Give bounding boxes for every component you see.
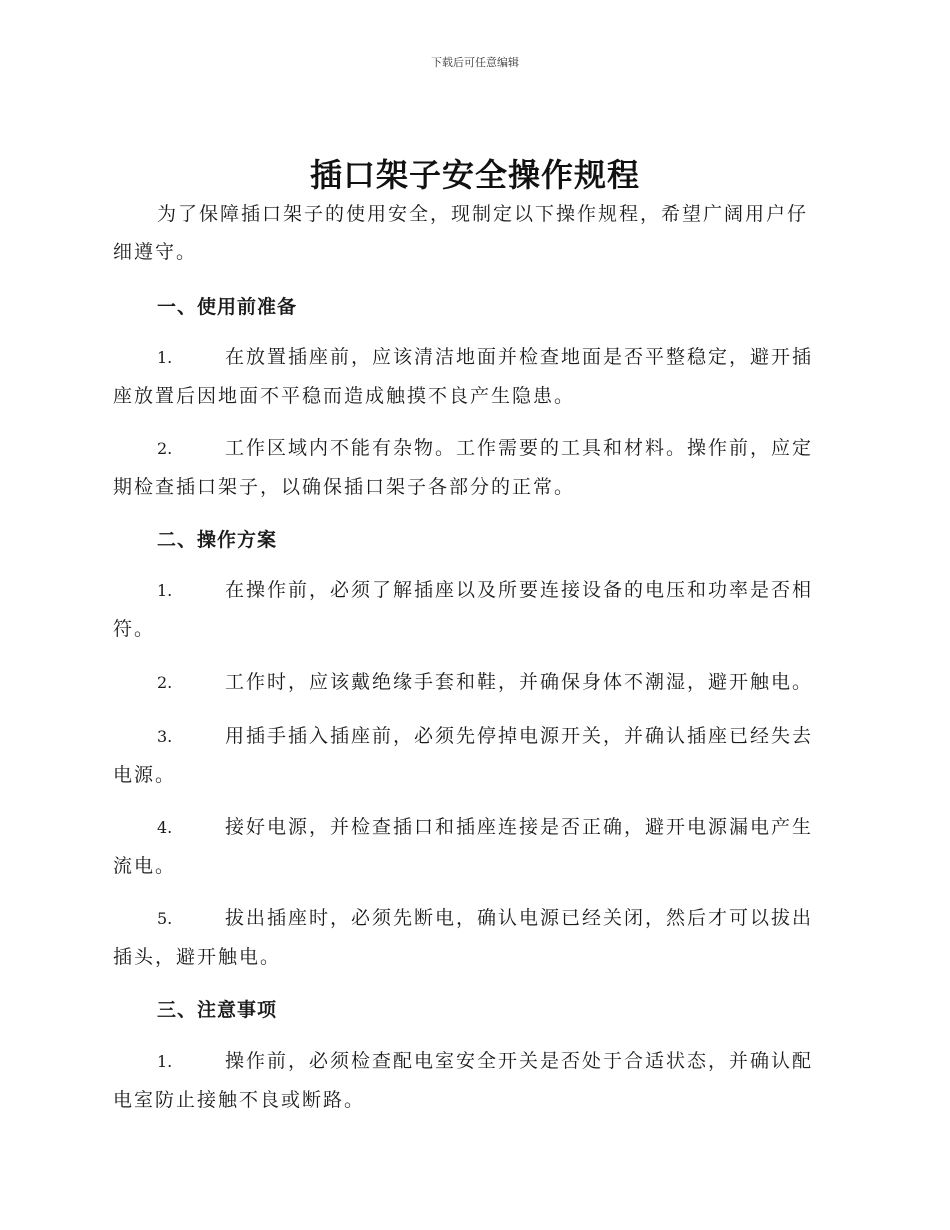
item-text-line-1: 拔出插座时，必须先断电，确认电源已经关闭，然后才可以拔出: [225, 907, 814, 929]
item-text-line-2: 期检查插口架子，以确保插口架子各部分的正常。: [113, 476, 576, 498]
item-text-line-1: 接好电源，并检查插口和插座连接是否正确，避开电源漏电产生: [225, 816, 814, 838]
section-heading-2: 二、操作方案: [157, 529, 278, 551]
item-number: 1.: [157, 1052, 173, 1071]
item-text-line-2: 符。: [113, 618, 156, 640]
item-text-line-2: 流电。: [113, 855, 177, 877]
list-item: [113, 338, 833, 415]
item-text-line-1: 操作前，必须检查配电室安全开关是否处于合适状态，并确认配: [225, 1050, 814, 1072]
item-number: 2.: [157, 673, 173, 692]
header-note: 下载后可任意编辑: [431, 56, 519, 69]
item-number: 5.: [157, 909, 173, 928]
section-heading-1: 一、使用前准备: [157, 296, 298, 318]
list-item: [113, 571, 833, 648]
item-text-line-1: 用插手插入插座前，必须先停掉电源开关，并确认插座已经失去: [225, 725, 814, 747]
document-title: 插口架子安全操作规程: [309, 156, 640, 194]
item-text-line-1: 工作时，应该戴绝缘手套和鞋，并确保身体不潮湿，避开触电。: [225, 671, 814, 693]
list-item: [113, 429, 833, 506]
item-number: 3.: [157, 727, 173, 746]
item-text-line-1: 在放置插座前，应该清洁地面并检查地面是否平整稳定，避开插: [225, 346, 814, 368]
list-item: [113, 663, 833, 702]
intro-line-1: 为了保障插口架子的使用安全，现制定以下操作规程，希望广阔用户仔: [157, 203, 809, 225]
item-text-line-1: 工作区域内不能有杂物。工作需要的工具和材料。操作前，应定: [225, 437, 814, 459]
item-text-line-2: 电源。: [113, 764, 177, 786]
item-number: 1.: [157, 581, 173, 600]
item-text-line-2: 座放置后因地面不平稳而造成触摸不良产生隐患。: [113, 385, 576, 407]
list-item: [113, 1042, 833, 1119]
item-number: 4.: [157, 818, 173, 837]
section-heading-3: 三、注意事项: [157, 999, 278, 1021]
intro-paragraph: [113, 195, 833, 271]
list-item: [113, 899, 833, 976]
item-text-line-1: 在操作前，必须了解插座以及所要连接设备的电压和功率是否相: [225, 579, 814, 601]
intro-line-2: 细遵守。: [113, 241, 198, 263]
item-number: 1.: [157, 348, 173, 367]
item-number: 2.: [157, 439, 173, 458]
list-item: [113, 808, 833, 885]
item-text-line-2: 电室防止接触不良或断路。: [113, 1089, 366, 1111]
list-item: [113, 717, 833, 794]
item-text-line-2: 插头，避开触电。: [113, 946, 282, 968]
